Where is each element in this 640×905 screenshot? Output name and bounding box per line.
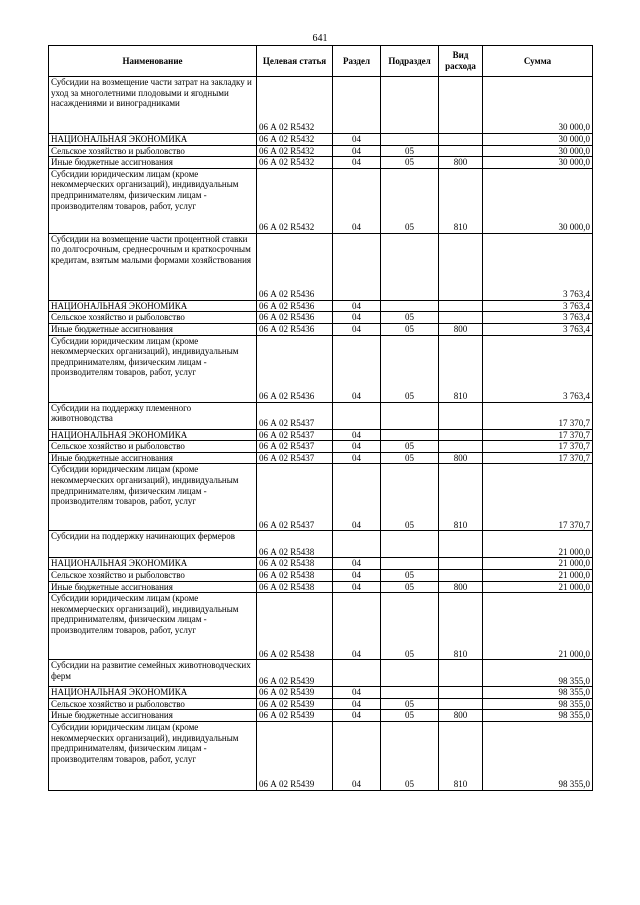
row-expense-type: 800 xyxy=(439,710,483,722)
page-number: 641 xyxy=(312,33,328,44)
row-article: 06 А 02 R5439 xyxy=(257,721,333,790)
row-article: 06 А 02 R5432 xyxy=(257,134,333,146)
row-name: НАЦИОНАЛЬНАЯ ЭКОНОМИКА xyxy=(49,300,257,312)
row-name: Субсидии на возмещение части процентной ставки по долгосрочным, среднесрочным и краткосрочным кредитам, взятым малыми формами хозяйствования xyxy=(49,233,257,300)
row-article: 06 А 02 R5437 xyxy=(257,441,333,453)
table-row xyxy=(49,233,593,300)
row-section xyxy=(333,233,381,300)
table-row xyxy=(49,531,593,558)
row-expense-type xyxy=(439,698,483,710)
row-amount: 3 763,4 xyxy=(483,335,593,402)
row-name: Субсидии юридическим лицам (кроме некоммерческих организаций), индивидуальным предпринимателям, физическим лицам - производителям товаров, работ, услуг xyxy=(49,721,257,790)
row-amount: 30 000,0 xyxy=(483,168,593,233)
row-subsection: 05 xyxy=(381,464,439,531)
row-amount: 21 000,0 xyxy=(483,558,593,570)
row-subsection: 05 xyxy=(381,323,439,335)
row-section xyxy=(333,660,381,687)
row-section: 04 xyxy=(333,698,381,710)
row-amount: 30 000,0 xyxy=(483,134,593,146)
row-subsection xyxy=(381,300,439,312)
table-row xyxy=(49,721,593,790)
row-subsection: 05 xyxy=(381,145,439,157)
row-amount: 98 355,0 xyxy=(483,721,593,790)
row-article: 06 А 02 R5437 xyxy=(257,402,333,429)
row-amount: 98 355,0 xyxy=(483,687,593,699)
row-section: 04 xyxy=(333,312,381,324)
row-subsection: 05 xyxy=(381,593,439,660)
budget-table xyxy=(48,45,593,791)
row-article: 06 А 02 R5436 xyxy=(257,323,333,335)
row-subsection: 05 xyxy=(381,569,439,581)
row-amount: 21 000,0 xyxy=(483,593,593,660)
header-name: Наименование xyxy=(49,46,257,77)
row-expense-type: 810 xyxy=(439,168,483,233)
row-section xyxy=(333,531,381,558)
table-row xyxy=(49,77,593,134)
table-row xyxy=(49,452,593,464)
row-article: 06 А 02 R5439 xyxy=(257,660,333,687)
row-article: 06 А 02 R5438 xyxy=(257,581,333,593)
table-row xyxy=(49,441,593,453)
row-subsection: 05 xyxy=(381,581,439,593)
row-expense-type: 810 xyxy=(439,464,483,531)
table-row xyxy=(49,698,593,710)
row-amount: 98 355,0 xyxy=(483,660,593,687)
row-amount: 30 000,0 xyxy=(483,157,593,169)
row-article: 06 А 02 R5437 xyxy=(257,452,333,464)
row-name: Иные бюджетные ассигнования xyxy=(49,710,257,722)
row-section: 04 xyxy=(333,464,381,531)
header-amount: Сумма xyxy=(483,46,593,77)
row-expense-type xyxy=(439,531,483,558)
row-name: Сельское хозяйство и рыболовство xyxy=(49,145,257,157)
row-name: Субсидии на поддержку начинающих фермеров xyxy=(49,531,257,558)
row-subsection: 05 xyxy=(381,335,439,402)
row-expense-type: 800 xyxy=(439,323,483,335)
row-expense-type: 810 xyxy=(439,721,483,790)
header-expense-type: Вид расхода xyxy=(439,46,483,77)
row-article: 06 А 02 R5438 xyxy=(257,569,333,581)
row-expense-type xyxy=(439,233,483,300)
row-name: Сельское хозяйство и рыболовство xyxy=(49,569,257,581)
row-subsection: 05 xyxy=(381,441,439,453)
row-article: 06 А 02 R5437 xyxy=(257,464,333,531)
row-section: 04 xyxy=(333,441,381,453)
row-article: 06 А 02 R5432 xyxy=(257,168,333,233)
row-subsection xyxy=(381,402,439,429)
row-section: 04 xyxy=(333,300,381,312)
table-row xyxy=(49,157,593,169)
row-article: 06 А 02 R5439 xyxy=(257,687,333,699)
row-section: 04 xyxy=(333,593,381,660)
row-section: 04 xyxy=(333,452,381,464)
row-section: 04 xyxy=(333,145,381,157)
row-amount: 3 763,4 xyxy=(483,233,593,300)
row-article: 06 А 02 R5436 xyxy=(257,335,333,402)
row-section: 04 xyxy=(333,323,381,335)
row-subsection xyxy=(381,429,439,441)
row-section: 04 xyxy=(333,168,381,233)
row-amount: 30 000,0 xyxy=(483,77,593,134)
table-row xyxy=(49,687,593,699)
table-row xyxy=(49,429,593,441)
row-article: 06 А 02 R5438 xyxy=(257,593,333,660)
row-subsection: 05 xyxy=(381,698,439,710)
row-name: НАЦИОНАЛЬНАЯ ЭКОНОМИКА xyxy=(49,558,257,570)
row-article: 06 А 02 R5439 xyxy=(257,710,333,722)
row-amount: 98 355,0 xyxy=(483,710,593,722)
table-row xyxy=(49,134,593,146)
row-subsection xyxy=(381,77,439,134)
table-row xyxy=(49,593,593,660)
row-section: 04 xyxy=(333,687,381,699)
row-section: 04 xyxy=(333,581,381,593)
row-expense-type xyxy=(439,660,483,687)
row-section xyxy=(333,77,381,134)
row-name: Субсидии юридическим лицам (кроме некоммерческих организаций), индивидуальным предпринимателям, физическим лицам - производителям товаров, работ, услуг xyxy=(49,335,257,402)
row-section: 04 xyxy=(333,335,381,402)
row-section: 04 xyxy=(333,721,381,790)
row-article: 06 А 02 R5438 xyxy=(257,558,333,570)
row-amount: 3 763,4 xyxy=(483,312,593,324)
row-expense-type: 800 xyxy=(439,157,483,169)
row-article: 06 А 02 R5436 xyxy=(257,312,333,324)
row-article: 06 А 02 R5437 xyxy=(257,429,333,441)
table-row xyxy=(49,323,593,335)
row-amount: 17 370,7 xyxy=(483,402,593,429)
row-subsection xyxy=(381,134,439,146)
table-row xyxy=(49,558,593,570)
row-subsection xyxy=(381,558,439,570)
row-expense-type xyxy=(439,402,483,429)
row-amount: 3 763,4 xyxy=(483,323,593,335)
row-name: Сельское хозяйство и рыболовство xyxy=(49,698,257,710)
header-subsection: Подраздел xyxy=(381,46,439,77)
row-section: 04 xyxy=(333,558,381,570)
row-section: 04 xyxy=(333,710,381,722)
row-expense-type xyxy=(439,429,483,441)
row-name: Субсидии на развитие семейных животноводческих ферм xyxy=(49,660,257,687)
header-section: Раздел xyxy=(333,46,381,77)
row-amount: 98 355,0 xyxy=(483,698,593,710)
row-expense-type: 800 xyxy=(439,581,483,593)
row-name: НАЦИОНАЛЬНАЯ ЭКОНОМИКА xyxy=(49,687,257,699)
row-subsection: 05 xyxy=(381,452,439,464)
row-section xyxy=(333,402,381,429)
table-row xyxy=(49,168,593,233)
row-expense-type: 810 xyxy=(439,335,483,402)
row-amount: 3 763,4 xyxy=(483,300,593,312)
row-subsection xyxy=(381,687,439,699)
row-expense-type xyxy=(439,312,483,324)
table-row xyxy=(49,581,593,593)
row-section: 04 xyxy=(333,134,381,146)
table-row xyxy=(49,402,593,429)
row-name: Субсидии на поддержку племенного животноводства xyxy=(49,402,257,429)
row-amount: 30 000,0 xyxy=(483,145,593,157)
row-amount: 21 000,0 xyxy=(483,581,593,593)
row-amount: 21 000,0 xyxy=(483,569,593,581)
row-expense-type: 810 xyxy=(439,593,483,660)
row-article: 06 А 02 R5432 xyxy=(257,77,333,134)
row-expense-type xyxy=(439,77,483,134)
row-expense-type: 800 xyxy=(439,452,483,464)
row-expense-type xyxy=(439,687,483,699)
row-expense-type xyxy=(439,441,483,453)
row-name: Сельское хозяйство и рыболовство xyxy=(49,441,257,453)
row-article: 06 А 02 R5432 xyxy=(257,157,333,169)
row-article: 06 А 02 R5436 xyxy=(257,233,333,300)
row-name: Субсидии юридическим лицам (кроме некоммерческих организаций), индивидуальным предпринимателям, физическим лицам - производителям товаров, работ, услуг xyxy=(49,464,257,531)
table-header-row xyxy=(49,46,593,77)
row-subsection xyxy=(381,233,439,300)
row-subsection: 05 xyxy=(381,721,439,790)
row-expense-type xyxy=(439,145,483,157)
table-row xyxy=(49,312,593,324)
row-subsection: 05 xyxy=(381,157,439,169)
row-section: 04 xyxy=(333,429,381,441)
row-subsection: 05 xyxy=(381,710,439,722)
row-subsection xyxy=(381,531,439,558)
row-name: Иные бюджетные ассигнования xyxy=(49,323,257,335)
row-expense-type xyxy=(439,569,483,581)
row-name: Субсидии на возмещение части затрат на закладку и уход за многолетними плодовыми и ягодными насаждениями и виноградниками xyxy=(49,77,257,134)
table-row xyxy=(49,569,593,581)
row-article: 06 А 02 R5438 xyxy=(257,531,333,558)
row-amount: 21 000,0 xyxy=(483,531,593,558)
row-article: 06 А 02 R5436 xyxy=(257,300,333,312)
row-section: 04 xyxy=(333,157,381,169)
table-row xyxy=(49,300,593,312)
row-name: Иные бюджетные ассигнования xyxy=(49,581,257,593)
row-expense-type xyxy=(439,558,483,570)
row-amount: 17 370,7 xyxy=(483,452,593,464)
table-row xyxy=(49,464,593,531)
table-row xyxy=(49,145,593,157)
header-article: Целевая статья xyxy=(257,46,333,77)
row-section: 04 xyxy=(333,569,381,581)
row-name: Субсидии юридическим лицам (кроме некоммерческих организаций), индивидуальным предпринимателям, физическим лицам - производителям товаров, работ, услуг xyxy=(49,593,257,660)
row-name: Иные бюджетные ассигнования xyxy=(49,452,257,464)
row-name: Субсидии юридическим лицам (кроме некоммерческих организаций), индивидуальным предпринимателям, физическим лицам - производителям товаров, работ, услуг xyxy=(49,168,257,233)
row-name: НАЦИОНАЛЬНАЯ ЭКОНОМИКА xyxy=(49,134,257,146)
row-article: 06 А 02 R5439 xyxy=(257,698,333,710)
row-amount: 17 370,7 xyxy=(483,429,593,441)
table-row xyxy=(49,710,593,722)
row-name: Иные бюджетные ассигнования xyxy=(49,157,257,169)
table-row xyxy=(49,335,593,402)
row-name: НАЦИОНАЛЬНАЯ ЭКОНОМИКА xyxy=(49,429,257,441)
row-expense-type xyxy=(439,300,483,312)
row-article: 06 А 02 R5432 xyxy=(257,145,333,157)
row-expense-type xyxy=(439,134,483,146)
row-amount: 17 370,7 xyxy=(483,464,593,531)
row-subsection xyxy=(381,660,439,687)
row-subsection: 05 xyxy=(381,168,439,233)
table-row xyxy=(49,660,593,687)
row-subsection: 05 xyxy=(381,312,439,324)
row-name: Сельское хозяйство и рыболовство xyxy=(49,312,257,324)
row-amount: 17 370,7 xyxy=(483,441,593,453)
